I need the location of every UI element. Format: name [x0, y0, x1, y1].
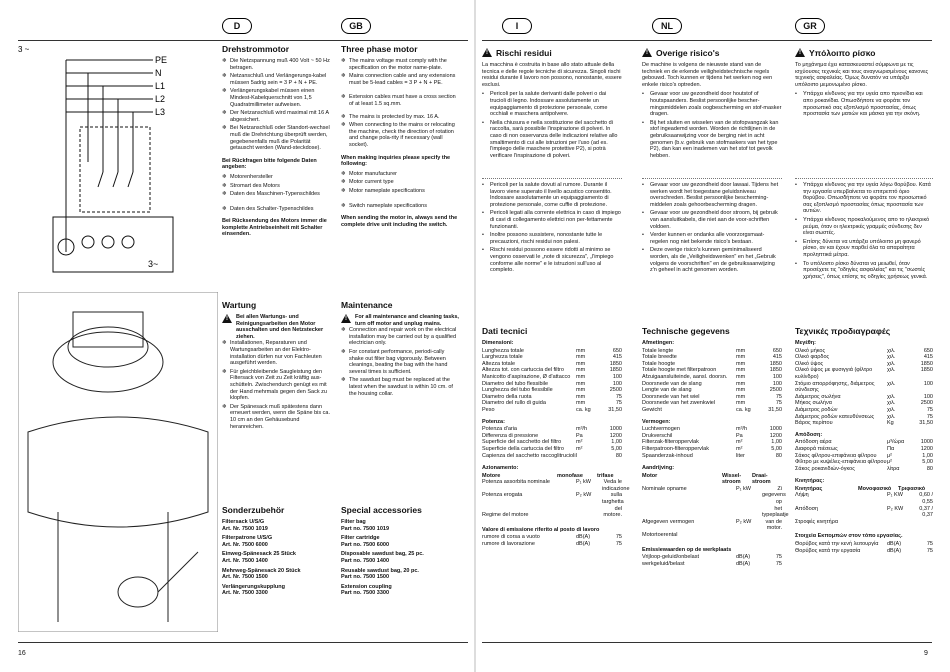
gb-column	[341, 44, 459, 231]
de-column	[222, 44, 334, 241]
list-item: ❄ Connection and repair work on the electrical installation may be carried out by a qualified electrician only.	[341, 327, 457, 347]
de-maintenance	[222, 300, 334, 432]
spec-row: Θορύβος κατά την κενή λειτουργία dB(A) 75	[795, 541, 933, 548]
de-maint-warning: Bei allen Wartungs- und Reinigungsarbeiten den Motor ausschalten und den Netzstecker ziehen.	[236, 314, 324, 340]
phase-label: 3 ~	[18, 45, 30, 54]
spec-row: Larghezza totale mm 415	[482, 354, 622, 361]
list-item: • Pericoli per la salute dovuti al rumore. Durante il lavoro viene superato il livello acustico consentito. Indossare assolutamente un equipaggiamento di protezione personale, come cuffie di protezione.	[482, 182, 612, 208]
nl-drive-head: Aandrijving:	[642, 465, 675, 472]
spec-row: Altezza tot. con cartuccia del filtro mm 1850	[482, 367, 622, 374]
warning-icon: !	[795, 48, 805, 57]
nl-dim-head: Afmetingen:	[642, 340, 675, 346]
spec-row: Totale lengte mm 650	[642, 347, 782, 354]
spec-row: Potenza erogata P₂ kW sulla targhetta del	[482, 492, 624, 512]
spec-row: Doorsnede van het zwenkwiel mm 75	[642, 400, 782, 407]
list-item: ❄ Netzanschluß und Verlängerungs-kabel müssen 5adrig sein = 3 P + N + PE.	[222, 73, 327, 86]
list-item: ❄ The mains voltage must comply with the specification on the motor name-plate.	[341, 58, 447, 71]
spec-row: Lunghezza totale mm 650	[482, 347, 622, 354]
line-label-n: N	[155, 68, 162, 78]
spec-row: Peso ca. kg 31,50	[482, 406, 622, 413]
spec-row: Gewicht ca. kg 31,50	[642, 406, 782, 413]
gr-noise-head: Στοιχεία Εκπομπών στον τόπο εργασίας.	[795, 533, 903, 540]
it-risk-title: Rischi residui	[496, 48, 552, 58]
acc-item: Einweg-Spänesack 25 Stück Art. Nr. 7500 1400	[222, 551, 296, 564]
it-power-head: Potenza:	[482, 418, 505, 425]
list-item: • Υπάρχει κίνδυνος για την υγεία απο πριονίδια και απο ροκανίδια. Οπωσδήποτε να φοράτε τον προσωπικό σας εξοπλισμό προστασίας, όπως προστασία των ματιών και μάσκα για την σκόνη.	[795, 91, 923, 118]
page-number-left: 16	[18, 650, 26, 657]
list-item: • Verder kunnen er ondanks alle voorzorgsmaat-regelen nog niet bekende risico's bestaan.	[642, 232, 765, 245]
gb-inquiry-head: When making inquiries please specify the following:	[341, 154, 451, 168]
spec-row: Regime del motore motore.	[482, 512, 622, 519]
nl-column	[642, 48, 782, 161]
gr-tech-title: Τεχνικές προδιαγραφές	[795, 326, 891, 336]
spec-row: Diametro del rullo di guida mm 75	[482, 400, 622, 407]
spec-row: Ολικό φαρδος χιλ. 415	[795, 354, 933, 361]
spec-row: Potenza assorbita nominale P₁ kW Veda le indicazione	[482, 479, 630, 492]
gr-dims-table	[795, 348, 933, 427]
list-item: • Pericoli per la salute derivanti dalle polveri o dai trucioli di legno. Indossare assolutamente un equipaggiamento di protezione personale, come occhiali e maschera antipolvere.	[482, 91, 608, 118]
list-item: ❄ Daten des Schalter-Typenschildes	[222, 205, 314, 212]
it-dims-table	[482, 348, 622, 414]
flag-de: D	[222, 18, 252, 34]
header-rule-left	[18, 40, 468, 41]
wiring-diagram	[18, 42, 218, 282]
nl-tech-title: Technische gegevens	[642, 326, 730, 336]
list-item: ❄ Installationen, Reparaturen und Wartungsarbeiten an der Elektro-installation dürfen nur von Fachleuten ausgeführt werden.	[222, 340, 322, 367]
spec-row: Filterpatroon-filteroppervlak m² 5,00	[642, 445, 782, 452]
list-item: ❄ Motor current type	[341, 179, 394, 186]
spec-row: Βάρος περίπου Kg 31,50	[795, 420, 933, 427]
spec-row: Απόδοση αέρα μ³/ώρα 1000	[795, 439, 933, 446]
list-item: ❄ Daten des Maschinen-Typenschildes	[222, 191, 320, 198]
nl-intro: De machine is volgens de nieuwste stand van de techniek en de erkende veiligheidstechnische regels gebouwd. Toch kunnen er tijdens het werken nog een enkele risico's optreden.	[642, 62, 773, 88]
acc-item: Disposable sawdust bag, 25 pc. Part no. 7500 1400	[341, 551, 424, 564]
spec-row: Ολικό ύψος χιλ. 1850	[795, 360, 933, 367]
spec-row: Altezza totale mm 1850	[482, 360, 622, 367]
list-item: ❄ Verlängerungskabel müssen einen Mindest-Kabelquerschnitt von 1,5 Quadratmillimeter aufweisen.	[222, 88, 315, 108]
de-inquiry-head: Bei Rückfragen bitte folgende Daten angeben:	[222, 157, 317, 171]
spec-row: Nominale opname P₁ kW Zi gegevens op	[642, 485, 786, 506]
acc-item: Reusable sawdust bag, 20 pc. Part no. 7500 1500	[341, 567, 419, 581]
gb-motor-title: Three phase motor	[341, 44, 418, 54]
spec-row: Λήψη P₁ KW 0,60 / 0,55	[795, 492, 933, 506]
spec-row: Superficie del sacchetto del filtro m² 1,00	[482, 439, 622, 446]
spec-row: Luchtvermogen m³/h 1000	[642, 426, 782, 433]
list-item: • Gevaar voor uw gezondheid door houtstof of houtspaanders. Beslist persoonlijke bescher-mingsmiddelen zoals oogbescherming en stof-masker dragen.	[642, 91, 782, 118]
list-item: ❄ Bei Netzanschluß oder Standort-wechsel muß die Drehrichtung überprüft werden, gegebenenfalls muß die Polarität getauscht werden (Wand-steckdose).	[222, 125, 330, 152]
spec-row: Filterzak-filteroppervlak m² 1,00	[642, 439, 782, 446]
list-item: ❄ Der Spänesack muß spätestens dann erneuert werden, wenn die Späne bis ca. 10 cm an den Gehäusebund heranreichen.	[222, 403, 330, 430]
nl-drive-table	[642, 485, 789, 539]
page-gutter	[474, 0, 476, 672]
divider	[795, 178, 933, 179]
divider	[642, 178, 782, 179]
gr-drive-head: Κινητήρας:	[795, 478, 825, 485]
gr-dim-head: Μεγέθη:	[795, 340, 816, 346]
gb-maint-warning: For all maintenance and cleaning tasks, turn off motor and unplug mains.	[355, 314, 459, 327]
spec-row: Μήκος σωλήνα χιλ. 2500	[795, 400, 933, 407]
list-item: • Gevaar voor uw gezondheid door stroom, bij gebruik van aansluitkabels, die niet aan de voor-schriften voldoen.	[642, 210, 778, 230]
spec-row: Σάκος φίλτρου-επιφάνεια φίλτρου μ² 1,00	[795, 452, 933, 459]
machine-illustration	[18, 292, 218, 632]
footer-rule-right	[482, 642, 932, 643]
list-item: ❄ The mains is protected by max. 16 A.	[341, 113, 440, 120]
acc-item: Filter bag Part no. 7500 1019	[341, 519, 390, 532]
warning-icon: !	[341, 314, 351, 323]
gr-power-table	[795, 439, 933, 472]
spec-row: Totale hoogte met filterpatroon mm 1850	[642, 367, 782, 374]
warning-icon: !	[222, 314, 232, 323]
gr-power-head: Απόδοση:	[795, 431, 823, 438]
spec-row: Potenza d'aria m³/h 1000	[482, 426, 622, 433]
nl-power-head: Vermogen:	[642, 418, 671, 425]
list-item: ❄ Der Netzanschluß wird maximal mit 16 A abgesichert.	[222, 110, 329, 123]
gb-accessories	[341, 505, 459, 600]
spec-row: Capienza del sacchetto raccoglitrucioli l 80	[482, 452, 622, 459]
list-item: • Επίσης δύνεται να υπάρξει υπόλοιπο μη φανερό ρίσκο, αν και έχουν παρθεί όλα τα απαραίτητα προληπτικά μέτρα.	[795, 238, 921, 258]
list-item: • Inoltre possono sussistere, nonostante tutte le precauzioni, rischi residui non palesi.	[482, 232, 603, 245]
gr-column-2	[795, 182, 933, 282]
divider	[482, 178, 622, 179]
spec-row: Θορύβος κατά την εργασία dB(A) 75	[795, 547, 933, 554]
spec-row: Lunghezza del tubo flessibile mm 2500	[482, 387, 622, 394]
flag-gb: GB	[341, 18, 371, 34]
list-item: • Το υπόλοιπο ρίσκο δύναται να μειωθεί, όταν προσέχετε τις "οδηγίες ασφαλείας" και τις "σωστές χρήσεις", όπως επίσης τις οδηγίες χρήσεως γενικά.	[795, 260, 928, 280]
spec-row: Afzuigaansluiteinde, aansl. doorsn. mm 100	[642, 373, 782, 380]
acc-item: Extension coupling Part no. 7500 3300	[341, 583, 392, 597]
spec-row: Ολικό μήκος χιλ. 650	[795, 347, 933, 354]
spec-row: Diametro del tubo flessibile mm 100	[482, 380, 622, 387]
list-item: ❄ For constant performance, periodi-cally shake out filter bag vigorously. Between cleanings, beating the bag with the hand several times is sufficient.	[341, 348, 448, 375]
spec-row: Απόδοση P₂ KW 0,37 / 0,37	[795, 505, 933, 519]
spec-row: Totale hoogte mm 1850	[642, 360, 782, 367]
spec-row: rumore di lavorazione dB(A) 75	[482, 541, 622, 548]
nl-noise-head: Emissiewaarden op de werkplaats	[642, 546, 732, 553]
spec-row: Φίλτρο με κυψέλες-επιφάνεια φίλτρου μ² 5,00	[795, 459, 933, 466]
spec-row: Διάμετρος ροδών χιλ. 75	[795, 406, 933, 413]
list-item: • Deze overige risico's kunnen geminimaliseerd worden, als de „Veiligheidswenken" en het „Gebruik volgens de voorschriften" en de gebruiksaanwijzing z'n geheel in acht genomen worden.	[642, 247, 776, 274]
motor-label: 3~	[148, 259, 159, 269]
spec-row: Lengte van de slang mm 2500	[642, 387, 782, 394]
it-tech-title: Dati tecnici	[482, 326, 528, 336]
line-label-l1: L1	[155, 81, 166, 91]
acc-item: Filtersack U/S/G Art. Nr. 7500 1019	[222, 519, 268, 532]
acc-item: Verlängerungskupplung Art. Nr. 7500 3300	[222, 583, 285, 597]
spec-row: Στροφές κινητήρα	[795, 518, 839, 525]
header-rule-right	[482, 40, 932, 41]
acc-item: Filter cartridge Part no. 7500 6000	[341, 535, 390, 548]
gr-tech: Τεχνικές προδιαγραφές Μεγέθη: Ολικό μήκος χιλ. 650 Ολικό φαρδος χιλ. 415 Ολικό ύψος χιλ. 1850 Ολικό ύψος με φυσιγγιά (φίλτρο κυλίνδρο) χιλ. 1850 Στόμιο απορρόφησης, διάμετρος σύνδεσης χιλ. 100 Διάμετρος σωλήνα χιλ. 100 Μήκος σωλήνα χιλ. 2500 Διάμετρος ροδών χιλ. 75 Διάμετρος ροδών κατευθύνσεως χιλ. 75 Βάρος περίπου Kg 31,50 Απόδοση: Απόδοση αέρα μ³/ώρα 1000 Διαφορά πιέσεως Πα 1200 Σάκος φίλτρου-επιφάνεια φίλτρου μ² 1,00 Φίλτρο με κυψέλες-επιφάνεια φίλτρου μ² 5,00 Σάκος ροκανιδιών-όγκος λίτρα 80 Κινητήρας: Κινητήρας Μονοφασικό Τριφασικό Λήψη P₁ KW 0,60 / 0,55 Απόδοση P₂ KW 0,37 / 0,37 Στροφές κινητήρα Στοιχεία Εκπομπών στον τόπο εργασίας. Θορύβος κατά την κενή λειτουργία dB(A) 75 Θορύβος κατά την εργασία dB(A) 75	[795, 326, 933, 554]
list-item: ❄ Für gleichbleibende Saugleistung den Filtersack von Zeit zu Zeit kräftig aus-schütteln. Zwischendurch genügt es mit der Hand mehrmals gegen den Sack zu klopfen.	[222, 368, 327, 402]
list-item: • Rischi residui possono essere ridotti al minimo se vengono osservati le „note di sicurezza", „l'impiego conforme alle norme" e le istruzioni sull'uso al completo.	[482, 247, 614, 274]
spec-row: Vrijloop-geluid/onbelast dB(A) 75	[642, 554, 782, 561]
footer-rule-left	[18, 642, 468, 643]
it-noise-head: Valore di emissione riferito al posto di lavoro	[482, 526, 600, 533]
list-item: ❄ Stromart des Motors	[222, 182, 280, 189]
de-motor-title: Drehstrommotor	[222, 44, 290, 54]
gr-intro: Το μηχάνημα έχει κατασκευαστεί σύμφωνα με τις ισχύουσες τεχνικές και τους αναγνωρισμένους κανονες τεχνικής ασφαλείας. Όμως δυνατόν να υπάρξει υπόλοιπο μεμονωμένο ρίσκο.	[795, 62, 929, 88]
gb-acc-title: Special accessories	[341, 505, 422, 515]
flag-gr: GR	[795, 18, 825, 34]
spec-row: Afgegeven vermogen P₂ kW van de motor.	[642, 518, 782, 532]
spec-row: Totale breedte mm 415	[642, 354, 782, 361]
it-drive-table	[482, 479, 630, 519]
spec-row: Differenza di pressione Pa 1200	[482, 432, 622, 439]
spec-row: Doorsnede van de slang mm 100	[642, 380, 782, 387]
spec-row: Στόμιο απορρόφησης, διάμετρος σύνδεσης χιλ. 100	[795, 380, 933, 394]
list-item: • Pericoli legati alla corrente elettrica in caso di impiego di cavi di collegamento elettrici non per-fettamente funzionanti.	[482, 210, 621, 230]
spec-row: Diametro della ruota mm 75	[482, 393, 622, 400]
it-tech: Dati tecnici Dimensioni: Lunghezza totale mm 650 Larghezza totale mm 415 Altezza totale mm 1850 Altezza tot. con cartuccia del filtro mm 1850 Manicotto d'aspirazione, Ø d'attacco mm 100 Diametro del tubo flessibile mm 100 Lunghezza del tubo flessibile mm 2500 Diametro della ruota mm 75 Diametro del rullo di guida mm 75 Peso ca. kg 31,50 Potenza: Potenza d'aria m³/h 1000 Differenza di pressione Pa 1200 Superficie del sacchetto del filtro m² 1,00 Superficie della cartuccia del filtro m² 5,00 Capienza del sacchetto raccoglitrucioli l 80 Azionamento: Motore monofase trifase Potenza assorbita nominale P₁ kW Veda le indicazione Potenza erogata P₂ kW sulla targhetta del Regime del motore motore. Valore di emissione riferito al posto di lavoro rumore di corsa a vuoto dB(A) 75 rumore di lavorazione dB(A) 75	[482, 326, 630, 548]
de-acc-title: Sonderzubehör	[222, 505, 285, 515]
it-column-2	[482, 182, 622, 276]
warning-icon: !	[642, 48, 652, 57]
it-noise-table	[482, 534, 622, 547]
spec-row: Doorsnede van het wiel mm 75	[642, 393, 782, 400]
list-item: • Nella chiusura e nella sostituzione del sacchetto di raccolta, sarà possibile l'inspirazione di polveri. In caso di non osservanza delle indicazioni relative allo smaltimento di cui alle istruzioni per l'uso (ad es. l'impiego delle maschere protettive P2), si potrà verificare l'inspirazione di polveri.	[482, 119, 618, 159]
it-power-table	[482, 426, 622, 459]
it-intro: La macchina è costruita in base allo stato attuale della tecnica e delle regole tecniche di sicurezza. Singoli rischi residui durante il lavoro non possono, nonostante, essere esclusi.	[482, 62, 622, 88]
line-label-pe: PE	[155, 55, 168, 65]
nl-noise-table	[642, 554, 782, 567]
list-item: ❄ Motor nameplate specifications	[341, 187, 425, 194]
acc-item: Mehrweg-Spänesack 20 Stück Art. Nr. 7500 1500	[222, 567, 301, 581]
flag-it: I	[502, 18, 532, 34]
list-item: ❄ Motor manufacturer	[341, 170, 397, 177]
nl-power-table	[642, 426, 782, 459]
line-label-l2: L2	[155, 94, 166, 104]
nl-tech: Technische gegevens Afmetingen: Totale lengte mm 650 Totale breedte mm 415 Totale hoogte mm 1850 Totale hoogte met filterpatroon mm 1850 Afzuigaansluiteinde, aansl. doorsn. mm 100 Doorsnede van de slang mm 100 Lengte van de slang mm 2500 Doorsnede van het wiel mm 75 Doorsnede van het zwenkwiel mm 75 Gewicht ca. kg 31,50 Vermogen: Luchtvermogen m³/h 1000 Drukverschil Pa 1200 Filterzak-filteroppervlak m² 1,00 Filterpatroon-filteroppervlak m² 5,00 Spaanderzak-inhoud liter 80 Aandrijving: Motor Wissel-stroom Draai-stroom Nominale opname P₁ kW Zi gegevens op het typeplaatje Afgegeven vermogen P₂ kW van de motor. Motortoerental Emissiewaarden op de werkplaats Vrijloop-geluid/onbelast dB(A) 75 werkgeluid/belast dB(A) 75	[642, 326, 789, 567]
spec-row: het typeplaatje	[762, 505, 789, 519]
nl-column-2	[642, 182, 782, 276]
list-item: ❄ When connecting to the mains or relocating the machine, check the direction of rotation and change pola-rity if necessary (wall socket).	[341, 122, 455, 148]
list-item: • Bij het sluiten en wisselen van de stofopvangzak kan stof ingeademd worden. Worden de richtlijnen in de gebruiksaanwijzing voor de berging niet in acht genomen (b.v. gebruik van stofmaskers van het type P2), dan kan een inademen van het stof tot gevolk hebben.	[642, 119, 779, 159]
list-item: ❄ Switch nameplate specifications	[341, 202, 427, 209]
page-number-right: 9	[924, 650, 928, 657]
list-item: ❄ Die Netzspannung muß 400 Volt ~ 50 Hz betragen.	[222, 58, 330, 71]
spec-row: werkgeluid/belast dB(A) 75	[642, 560, 782, 567]
de-accessories	[222, 505, 334, 600]
spec-row: Motortoerental	[642, 532, 678, 539]
list-item: • Υπάρχει κίνδυνος για την υγεία λόγω θορύβου. Κατά την εργασία υπερβαίνεται το επιτρεπτό όριο θορύβου. Οπωσδήποτε να φοράτε τον προσωπικό σας εξοπλισμό προστασίας όπως προστασία των αυτιών.	[795, 182, 931, 215]
spec-row: Διαφορά πιέσεως Πα 1200	[795, 445, 933, 452]
spec-row: Διάμετρος ροδών κατευθύνσεως χιλ. 75	[795, 413, 933, 420]
gb-maint-title: Maintenance	[341, 300, 393, 310]
de-maint-title: Wartung	[222, 300, 257, 310]
nl-risk-title: Overige risico's	[656, 48, 720, 58]
acc-item: Filterpatrone U/S/G Art. Nr. 7500 6000	[222, 535, 273, 548]
it-drive-head: Azionamento:	[482, 465, 519, 472]
gr-noise-table	[795, 541, 933, 554]
list-item: • Gevaar voor uw gezondheid door lawaai. Tijdens het werken wordt het toegestane geluidsniveau overschreden. Beslist persoonlijke bescherming-middelen zoals gehoorbescherming dragen.	[642, 182, 779, 208]
list-item: ❄ Extension cables must have a cross section of at least 1.5 sq.mm.	[341, 94, 456, 107]
it-column	[482, 48, 622, 161]
list-item: ❄ Mains connection cable and any extensions must be 5-lead cables = 3 P + N + PE.	[341, 73, 456, 86]
gb-switch-note: When sending the motor in, always send the complete drive unit including the switch.	[341, 215, 458, 228]
list-item: • Υπάρχει κίνδυνος προκαλούμενος απο το ηλεκτρικό ρεύμα, όταν οι ηλεκτρικές γραμμές σύνδεσης δεν είναι σωστές.	[795, 216, 930, 237]
spec-row: Manicotto d'aspirazione, Ø d'attacco mm 100	[482, 373, 622, 380]
gr-risk-title: Υπόλοιπο ρίσκο	[809, 48, 876, 58]
spec-row: Σάκος ροκανιδιών-όγκος λίτρα 80	[795, 465, 933, 472]
spec-row: Ολικό ύψος με φυσιγγιά (φίλτρο κυλίνδρο) χιλ. 1850	[795, 367, 933, 380]
spec-row: Superficie della cartuccia del filtro m² 5,00	[482, 445, 622, 452]
gb-maintenance	[341, 300, 459, 399]
line-label-l3: L3	[155, 107, 166, 117]
spec-row: rumore di corsa a vuoto dB(A) 75	[482, 534, 622, 541]
spec-row: Spaanderzak-inhoud liter 80	[642, 452, 782, 459]
it-dim-head: Dimensioni:	[482, 340, 514, 346]
list-item: ❄ The sawdust bag must be replaced at the latest when the sawdust is within 10 cm. of the housing collar.	[341, 377, 453, 397]
gr-drive-table	[795, 492, 933, 525]
gr-column	[795, 48, 933, 120]
flag-nl: NL	[652, 18, 682, 34]
spec-row: Drukverschil Pa 1200	[642, 432, 782, 439]
nl-dims-table	[642, 348, 782, 414]
warning-icon: !	[482, 48, 492, 57]
de-switch-note: Bei Rücksendung des Motors immer die komplette Antriebseinheit mit Schalter einsenden.	[222, 218, 327, 238]
list-item: ❄ Motorenhersteller	[222, 173, 273, 180]
spec-row: Διάμετρος σωλήνα χιλ. 100	[795, 393, 933, 400]
